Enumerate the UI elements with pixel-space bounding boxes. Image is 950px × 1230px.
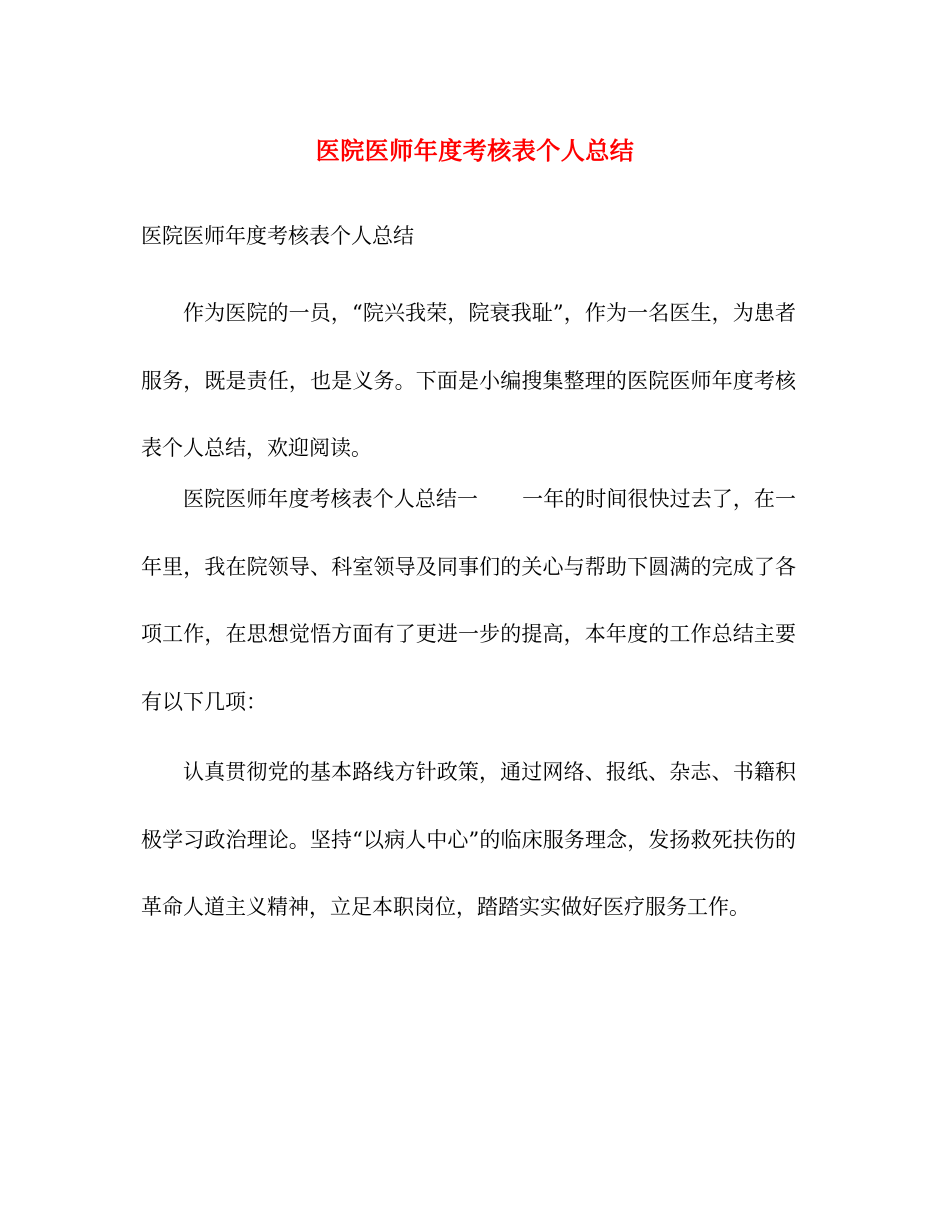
document-title: 医院医师年度考核表个人总结	[315, 136, 635, 165]
paragraph-intro: 作为医院的一员，“院兴我荣，院衰我耻”，作为一名医生，为患者服务，既是责任，也是义务。下面是小编搜集整理的医院医师年度考核表个人总结，欢迎阅读。	[141, 301, 796, 460]
document-subtitle: 医院医师年度考核表个人总结	[141, 224, 414, 248]
paragraph-politics: 认真贯彻党的基本路线方针政策，通过网络、报纸、杂志、书籍积极学习政治理论。坚持“以病人中心”的临床服务理念，发扬救死扶伤的革命人道主义精神，立足本职岗位，踏踏实实做好医疗服务工作。	[141, 760, 796, 919]
section-one-body: 一年的时间很快过去了，在一年里，我在院领导、科室领导及同事们的关心与帮助下圆满的完成了各项工作，在思想觉悟方面有了更进一步的提高，本年度的工作总结主要有以下几项：	[141, 487, 797, 714]
paragraph-section-one	[141, 466, 796, 736]
section-one-heading: 医院医师年度考核表个人总结一	[183, 487, 479, 511]
